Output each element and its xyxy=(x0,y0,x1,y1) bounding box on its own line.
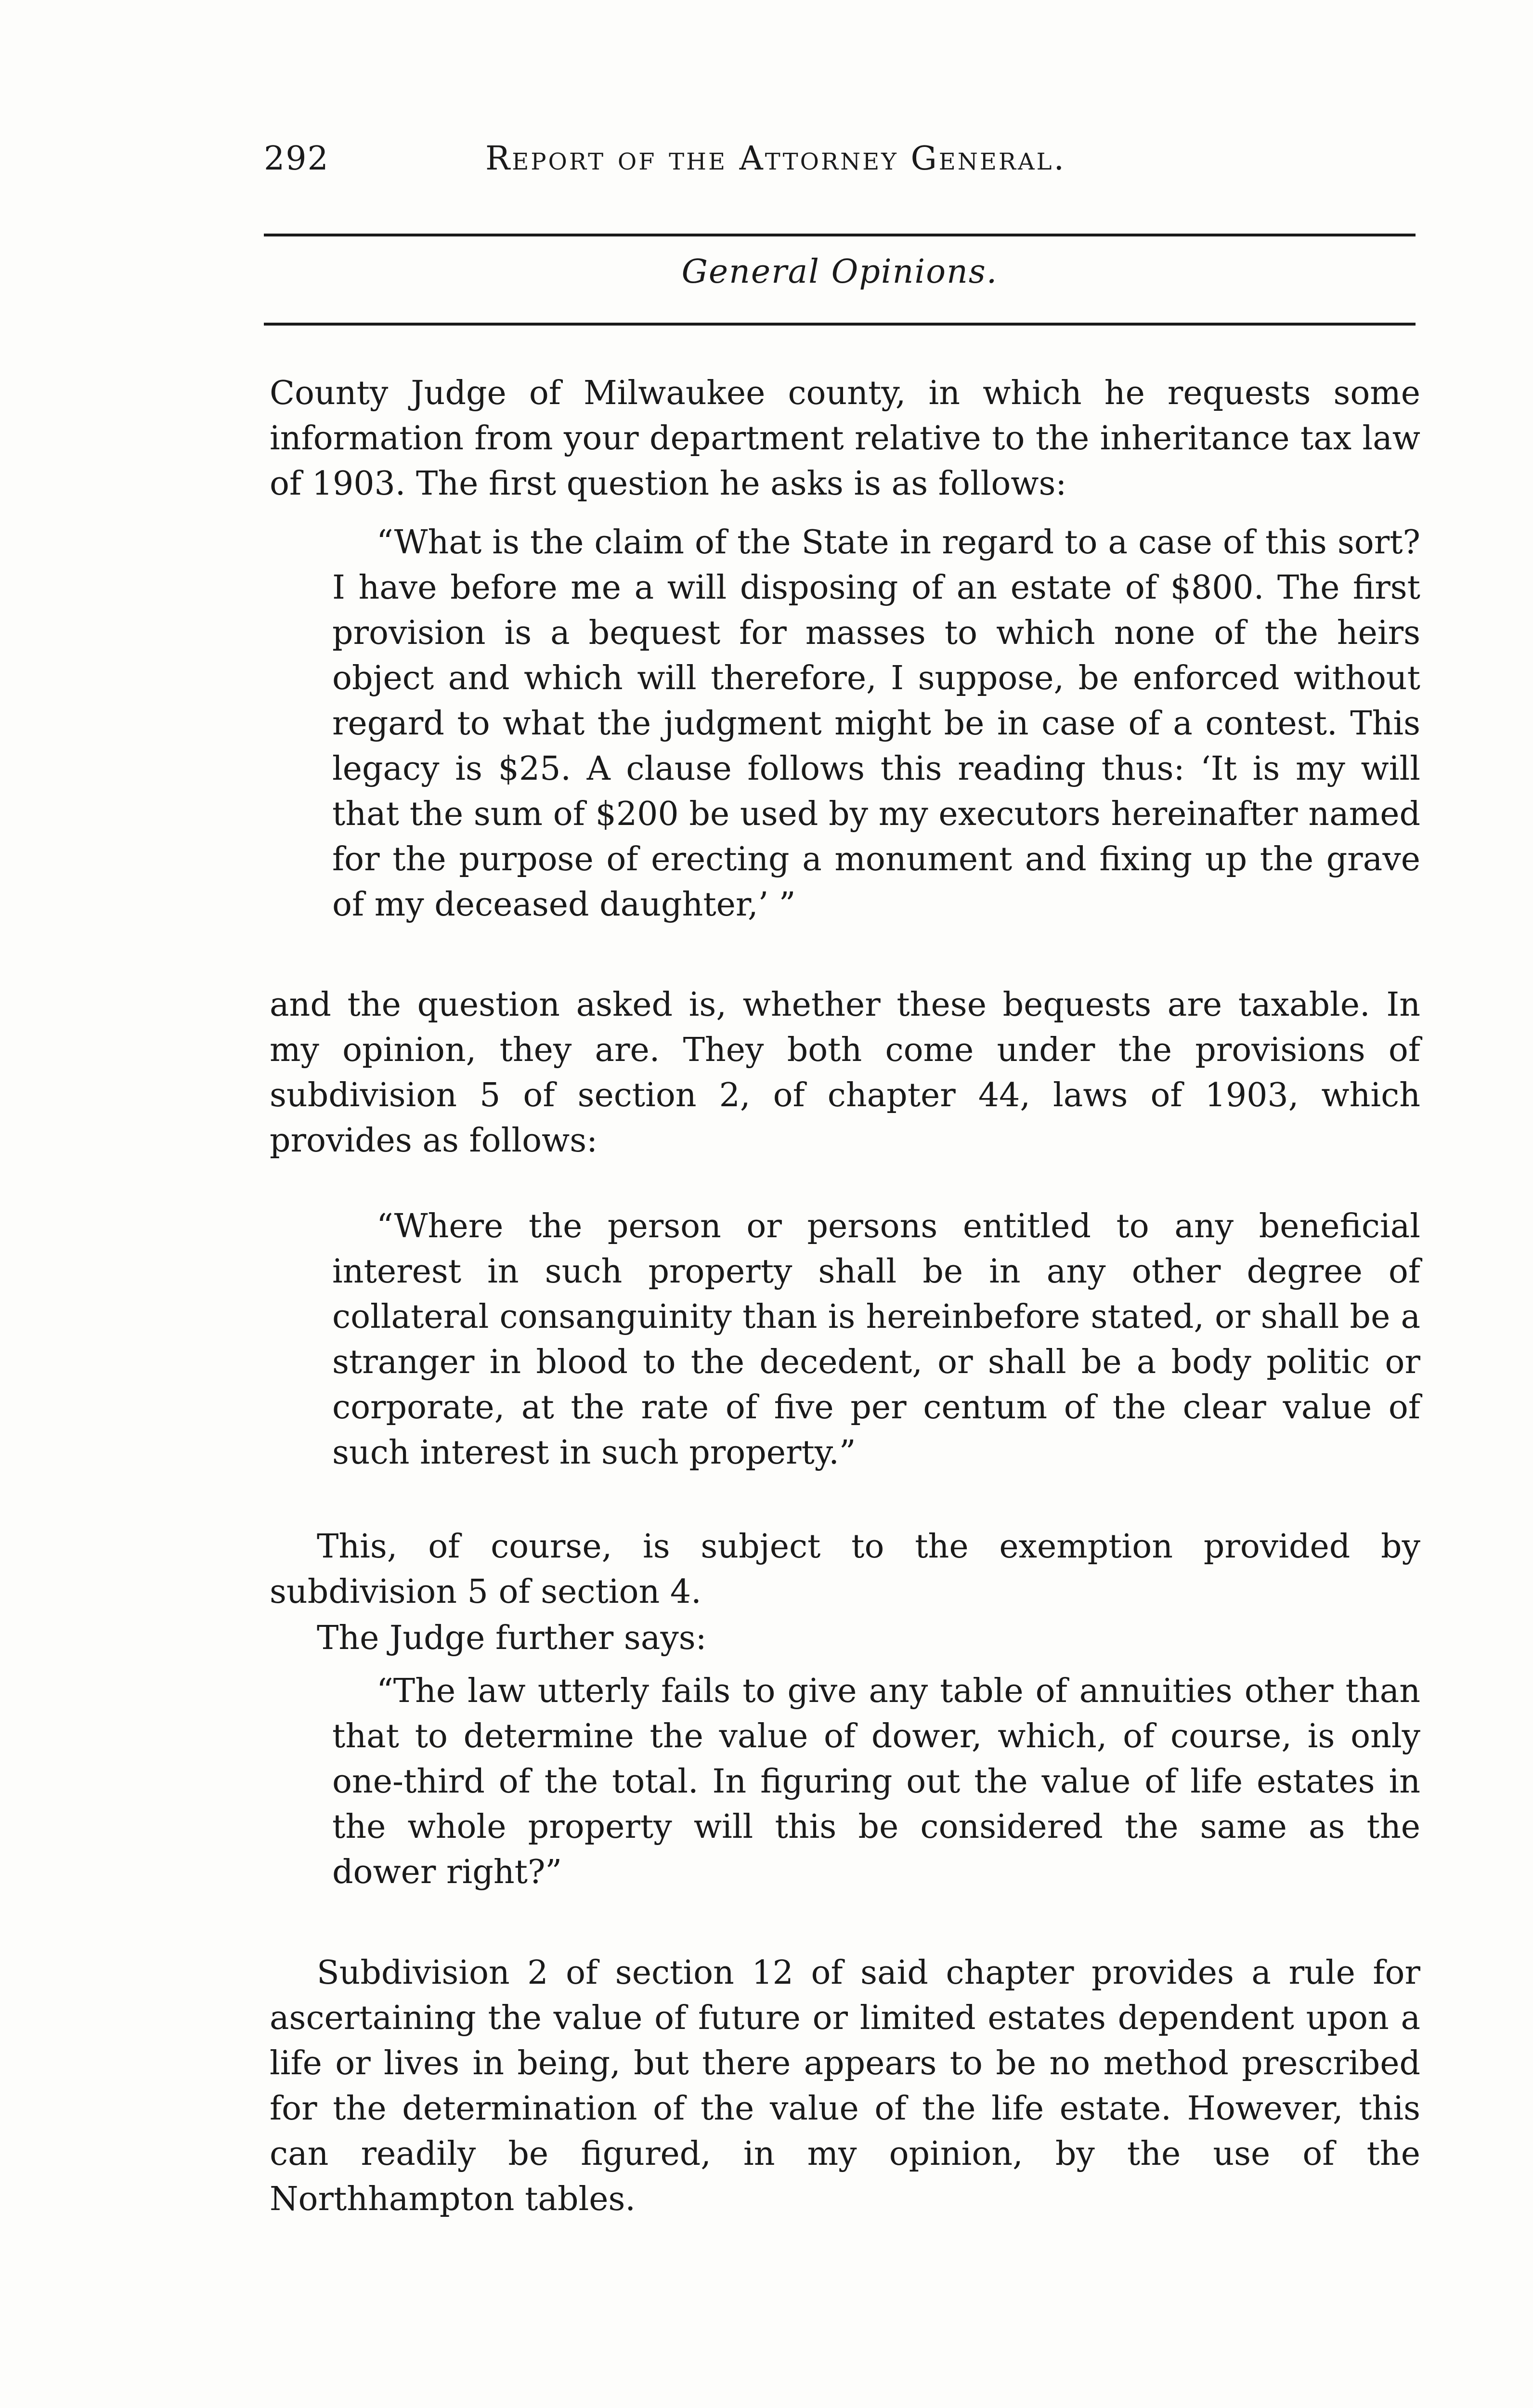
paragraph-1: County Judge of Milwaukee county, in which he requests some information from your department relative to the inheritance tax law of 1903. The first question he asks is as follows: xyxy=(270,374,1420,503)
page-number: 292 xyxy=(264,140,329,178)
quote-3: “The law utterly fails to give any table of annuities other than that to determine the value of dower, which, of course, is only one-third of the total. In figuring out the value of life estates in the whole property will this be considered the same as the dower right?” xyxy=(332,1672,1420,1891)
header-rule-bottom xyxy=(264,323,1416,326)
quote-2: “Where the person or persons entitled to any beneficial interest in such property shall be in any other degree of collateral consanguinity than is hereinbefore stated, or shall be a stranger in blood to the decedent, or shall be a body politic or corporate, at the rate of five per centum of the clear value of such interest in such property.” xyxy=(332,1207,1420,1472)
running-title: Report of the Attorney General. xyxy=(485,140,1066,178)
paragraph-3: This, of course, is subject to the exemption provided by subdivision 5 of section 4. xyxy=(270,1528,1420,1611)
header-rule-top xyxy=(264,234,1416,236)
paragraph-5: Subdivision 2 of section 12 of said chapter provides a rule for ascertaining the value of future or limited estates dependent upon a life or lives in being, but there appears to be no method prescribed for the determination of the value of the life estate. However, this can readily be figured, in my opinion, by the use of the Northhampton tables. xyxy=(270,1954,1420,2218)
paragraph-4: The Judge further says: xyxy=(317,1619,707,1657)
section-title: General Opinions. xyxy=(681,253,998,291)
paragraph-2: and the question asked is, whether these bequests are taxable. In my opinion, they are. They both come under the provisions of subdivision 5 of section 2, of chapter 44, laws of 1903, which provides as follows: xyxy=(270,986,1420,1160)
quote-1: “What is the claim of the State in regard to a case of this sort? I have before me a will disposing of an estate of $800. The first provision is a bequest for masses to which none of the heirs object and which will therefore, I suppose, be enforced without regard to what the judgment might be in case of a contest. This legacy is $25. A clause follows this reading thus: ‘It is my will that the sum of $200 be used by my executors hereinafter named for the purpose of erecting a monument and fixing up the grave of my deceased daughter,’ ” xyxy=(332,523,1420,924)
page-header xyxy=(264,140,1416,193)
